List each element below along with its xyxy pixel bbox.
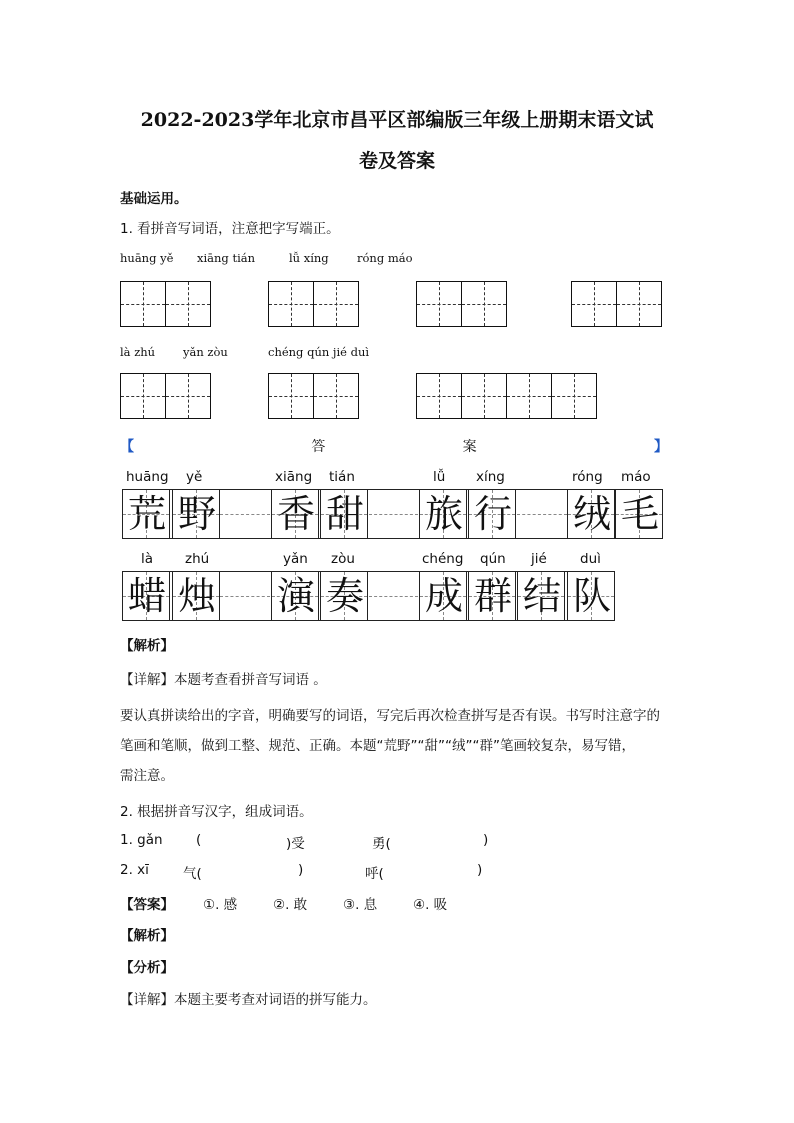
writing-grid[interactable] [416, 373, 597, 419]
section-heading: 基础运用。 [120, 191, 188, 207]
answer-hanzi: 群 [473, 574, 512, 618]
answer-pinyin: máo [621, 469, 651, 485]
q1-pinyin: huāng yě [120, 251, 174, 265]
answer-pinyin: zòu [331, 551, 355, 567]
q1-pinyin: yǎn zòu [183, 345, 228, 359]
answer-pinyin: róng [572, 469, 603, 485]
detail-text: 【详解】本题主要考查对词语的拼写能力。 [120, 992, 377, 1008]
q1-pinyin: chéng qún jié duì [268, 345, 370, 359]
explanation-paragraph [120, 701, 680, 791]
answer-pinyin: jié [531, 551, 547, 567]
writing-grid[interactable] [571, 281, 662, 327]
analysis-tag: 【解析】 [120, 928, 174, 944]
q2-paren: 勇( [372, 836, 391, 852]
explanation-line: 笔画和笔顺，做到工整、规范、正确。本题“荒野”“甜”“绒”“群”笔画较复杂，易写错， [120, 738, 635, 754]
writing-grid[interactable] [268, 281, 359, 327]
answer-grid-row [122, 571, 615, 621]
answer-item: ③. 息 [343, 897, 378, 913]
explanation-line: 要认真拼读给出的字音，明确要写的词语，写完后再次检查拼写是否有误。书写时注意字的 [120, 708, 660, 724]
q2-item-label: 2. xī [120, 862, 149, 878]
answer-hanzi: 队 [572, 574, 611, 618]
q2-paren: 气( [183, 866, 202, 882]
answer-pinyin: huāng [126, 469, 169, 485]
answer-hanzi: 烛 [177, 574, 216, 618]
answer-hanzi: 绒 [572, 492, 611, 536]
q2-paren: )受 [286, 836, 305, 852]
writing-grid[interactable] [120, 281, 211, 327]
answer-hanzi: 行 [473, 492, 512, 536]
answer-item: ①. 感 [203, 897, 238, 913]
answer-pinyin: xíng [476, 469, 505, 485]
answer-hanzi: 甜 [325, 492, 364, 536]
answer-char: 答 [311, 439, 326, 455]
answer-hanzi: 奏 [325, 574, 364, 618]
q2-paren: ( [196, 832, 202, 848]
bracket-left: 【 [120, 439, 134, 455]
answer-heading [120, 436, 668, 456]
bracket-right: 】 [653, 439, 668, 455]
q1-pinyin: là zhú [120, 345, 156, 359]
doc-title-line2: 卷及答案 [358, 150, 435, 172]
answer-hanzi: 演 [276, 574, 315, 618]
answer-pinyin: duì [580, 551, 601, 567]
q2-item-label: 1. gǎn [120, 832, 163, 848]
q2-paren: ) [298, 862, 304, 878]
answer-pinyin: chéng [422, 551, 464, 567]
q2-paren: ) [483, 832, 489, 848]
answer-pinyin: là [141, 551, 154, 567]
answer-hanzi: 蜡 [127, 574, 166, 618]
writing-grid[interactable] [268, 373, 359, 419]
q2-paren: ) [477, 862, 483, 878]
q1-pinyin: xiāng tián [197, 251, 256, 265]
q1-pinyin: lǚ xíng [289, 251, 329, 265]
answer-pinyin: yǎn [283, 551, 308, 567]
answer-tag: 【答案】 [120, 897, 174, 913]
writing-grid[interactable] [416, 281, 507, 327]
answer-grid-row [122, 489, 663, 539]
answer-pinyin: qún [480, 551, 506, 567]
answer-char: 案 [462, 439, 477, 455]
q2-prompt: 2. 根据拼音写汉字，组成词语。 [120, 804, 313, 820]
explanation-line: 需注意。 [120, 768, 174, 784]
answer-hanzi: 结 [522, 574, 561, 618]
q2-paren: 呼( [365, 866, 384, 882]
answer-hanzi: 成 [424, 574, 463, 618]
analysis-tag: 【分析】 [120, 960, 174, 976]
writing-grid[interactable] [120, 373, 211, 419]
answer-item: ④. 吸 [413, 897, 448, 913]
answer-pinyin: tián [329, 469, 355, 485]
answer-hanzi: 毛 [620, 492, 659, 536]
analysis-tag: 【解析】 [120, 638, 174, 654]
doc-title-line1: 2022-2023学年北京市昌平区部编版三年级上册期末语文试 [140, 109, 654, 131]
answer-pinyin: yě [186, 469, 203, 485]
q1-pinyin: róng máo [357, 251, 413, 265]
answer-hanzi: 野 [177, 492, 216, 536]
answer-pinyin: lǚ [433, 469, 446, 485]
detail-text: 【详解】本题考查看拼音写词语 。 [120, 672, 327, 688]
answer-pinyin: xiāng [275, 469, 313, 485]
answer-hanzi: 香 [276, 492, 315, 536]
q1-prompt: 1. 看拼音写词语，注意把字写端正。 [120, 221, 340, 237]
answer-pinyin: zhú [185, 551, 210, 567]
answer-item: ②. 敢 [273, 897, 308, 913]
answer-hanzi: 荒 [127, 492, 166, 536]
answer-hanzi: 旅 [424, 492, 463, 536]
